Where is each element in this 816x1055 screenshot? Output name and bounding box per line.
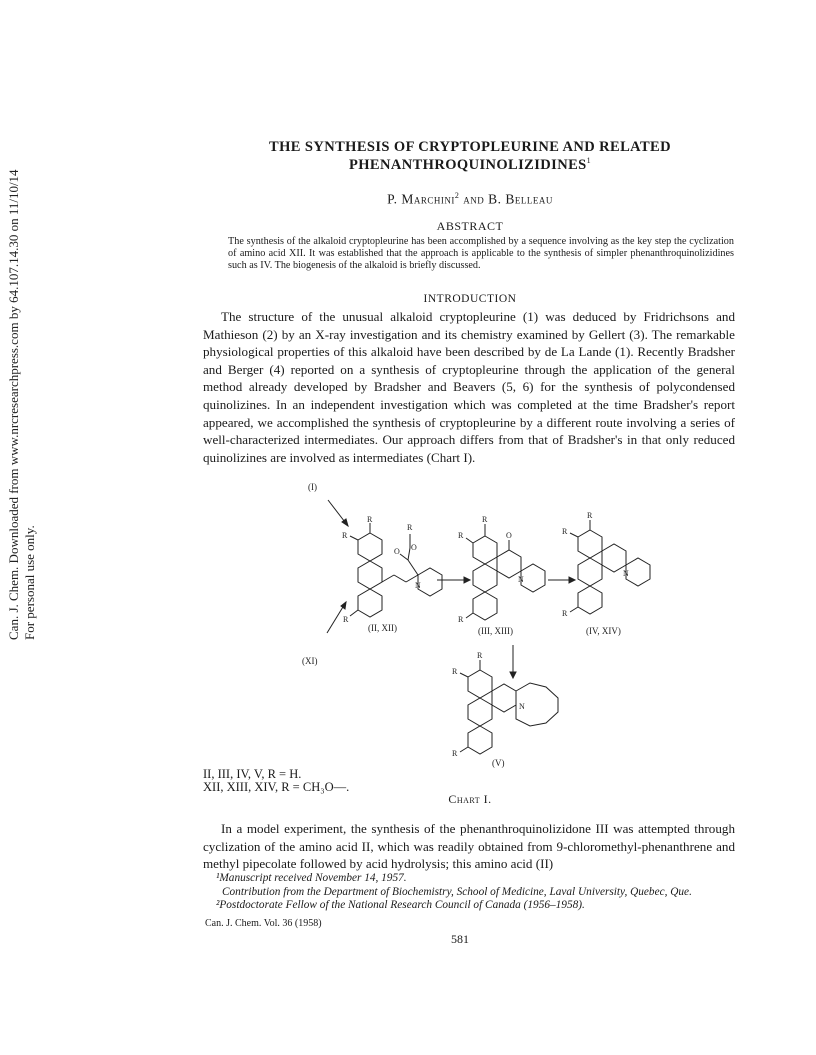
r-ii-acid: R [407,523,413,532]
r-ii-bottom: R [343,615,349,624]
introduction-paragraph: The structure of the unusual alkaloid cryptopleurine (1) was deduced by Fridrichsons and Mathieson (2) by an X-ray investigation and its chemistry examined by Gellert (3). The remarkable physiological properties of this alkaloid have been described by de La Lande (1). Recently Bradsher and Berger (4) reported on a synthesis of cryptopleurine through the application of the general method already developed by Bradsher and Beavers (5, 6) for the synthesis of polycondensed quinolizines. In an independent investigation which was completed at the time Bradsher's report appeared, we accomplished the synthesis of cryptopleurine by a different route involving a series of well-characterized intermediates. Our approach differs from that of Bradsher's in that only reduced quinolizines are involved as intermediates (Chart I). [203,309,735,465]
abstract-text: The synthesis of the alkaloid cryptopleurine has been accomplished by a sequence involving as the key step the cyclization of amino acid XII. It was established that the approach is applicable to the synthesis of simpler phenanthroquinolizidines such as IV. The biogenesis of the alkaloid is briefly discussed. [228,236,734,271]
footnote-1: ¹Manuscript received November 14, 1957. [216,872,407,884]
r-iv-bottom: R [562,609,568,618]
n-iv: N [623,569,629,578]
structure-iii-xiii [458,515,545,636]
label-iv-xiv: (IV, XIV) [586,626,621,636]
page-number: 581 [451,932,469,946]
reaction-arrow-2 [548,577,575,583]
structure-iv-xiv [562,511,650,636]
chart-legend-line2: XII, XIII, XIV, R = CH₃O—. [203,780,350,794]
journal-reference: Can. J. Chem. Vol. 36 (1958) [205,918,322,929]
r-ii-top: R [367,515,373,524]
label-ii-xii: (II, XII) [368,623,397,633]
label-v: (V) [492,758,505,768]
download-notice [6,169,40,640]
r-v-left: R [452,667,458,676]
reaction-arrow-3 [510,645,516,678]
chart-legend-line1: II, III, IV, V, R = H. [203,767,302,781]
authors [200,191,740,208]
paper-title-line2 [200,156,740,174]
paper-title-line1: THE SYNTHESIS OF CRYPTOPLEURINE AND RELATED [269,139,671,155]
r-iii-bottom: R [458,615,464,624]
o-ii: O [394,547,400,556]
model-experiment-paragraph: In a model experiment, the synthesis of the phenanthroquinolizidone III was attempted through cyclization of the amino acid II, which was readily obtained from 9-chloromethyl-phenanthrene and methyl pipecolate followed by acid hydrolysis; this amino acid (II) [203,821,735,872]
o-ii-b: O [411,543,417,552]
n-ii: N [415,581,421,590]
label-arrow-i [328,500,348,526]
n-iii: N [518,575,524,584]
o-iii: O [506,531,512,540]
author-1-footnote-mark: 2 [454,191,460,200]
author-2: B. Belleau [488,191,553,207]
r-ii-left: R [342,531,348,540]
structure-v [452,651,558,768]
chart-caption: Chart I. [448,792,492,806]
abstract-heading: ABSTRACT [436,219,504,233]
label-i: (I) [308,482,317,492]
chart-legend [203,768,349,794]
n-v: N [519,702,525,711]
footnote-1b: Contribution from the Department of Biochemistry, School of Medicine, Laval University, Quebec, Que. [222,886,692,898]
chart-structures [290,478,660,773]
author-1: P. Marchini [387,191,455,207]
download-notice-line1: Can. J. Chem. Downloaded from www.nrcresearchpress.com by 64.107.14.30 on 11/10/14 [6,169,21,640]
download-notice-line2: For personal use only. [22,525,37,640]
label-iii-xiii: (III, XIII) [478,626,513,636]
r-iv-top: R [587,511,593,520]
r-v-top: R [477,651,483,660]
title-footnote-mark: 1 [586,156,592,165]
structure-ii-xii [342,515,442,633]
paper-title-line2-text: PHENANTHROQUINOLIZIDINES [348,156,587,173]
r-iii-left: R [458,531,464,540]
label-xi: (XI) [302,656,318,666]
r-iv-left: R [562,527,568,536]
author-joiner: and [463,191,485,207]
introduction-heading: INTRODUCTION [423,293,517,305]
r-iii-top: R [482,515,488,524]
r-v-bottom: R [452,749,458,758]
footnote-2: ²Postdoctorate Fellow of the National Research Council of Canada (1956–1958). [216,899,585,911]
